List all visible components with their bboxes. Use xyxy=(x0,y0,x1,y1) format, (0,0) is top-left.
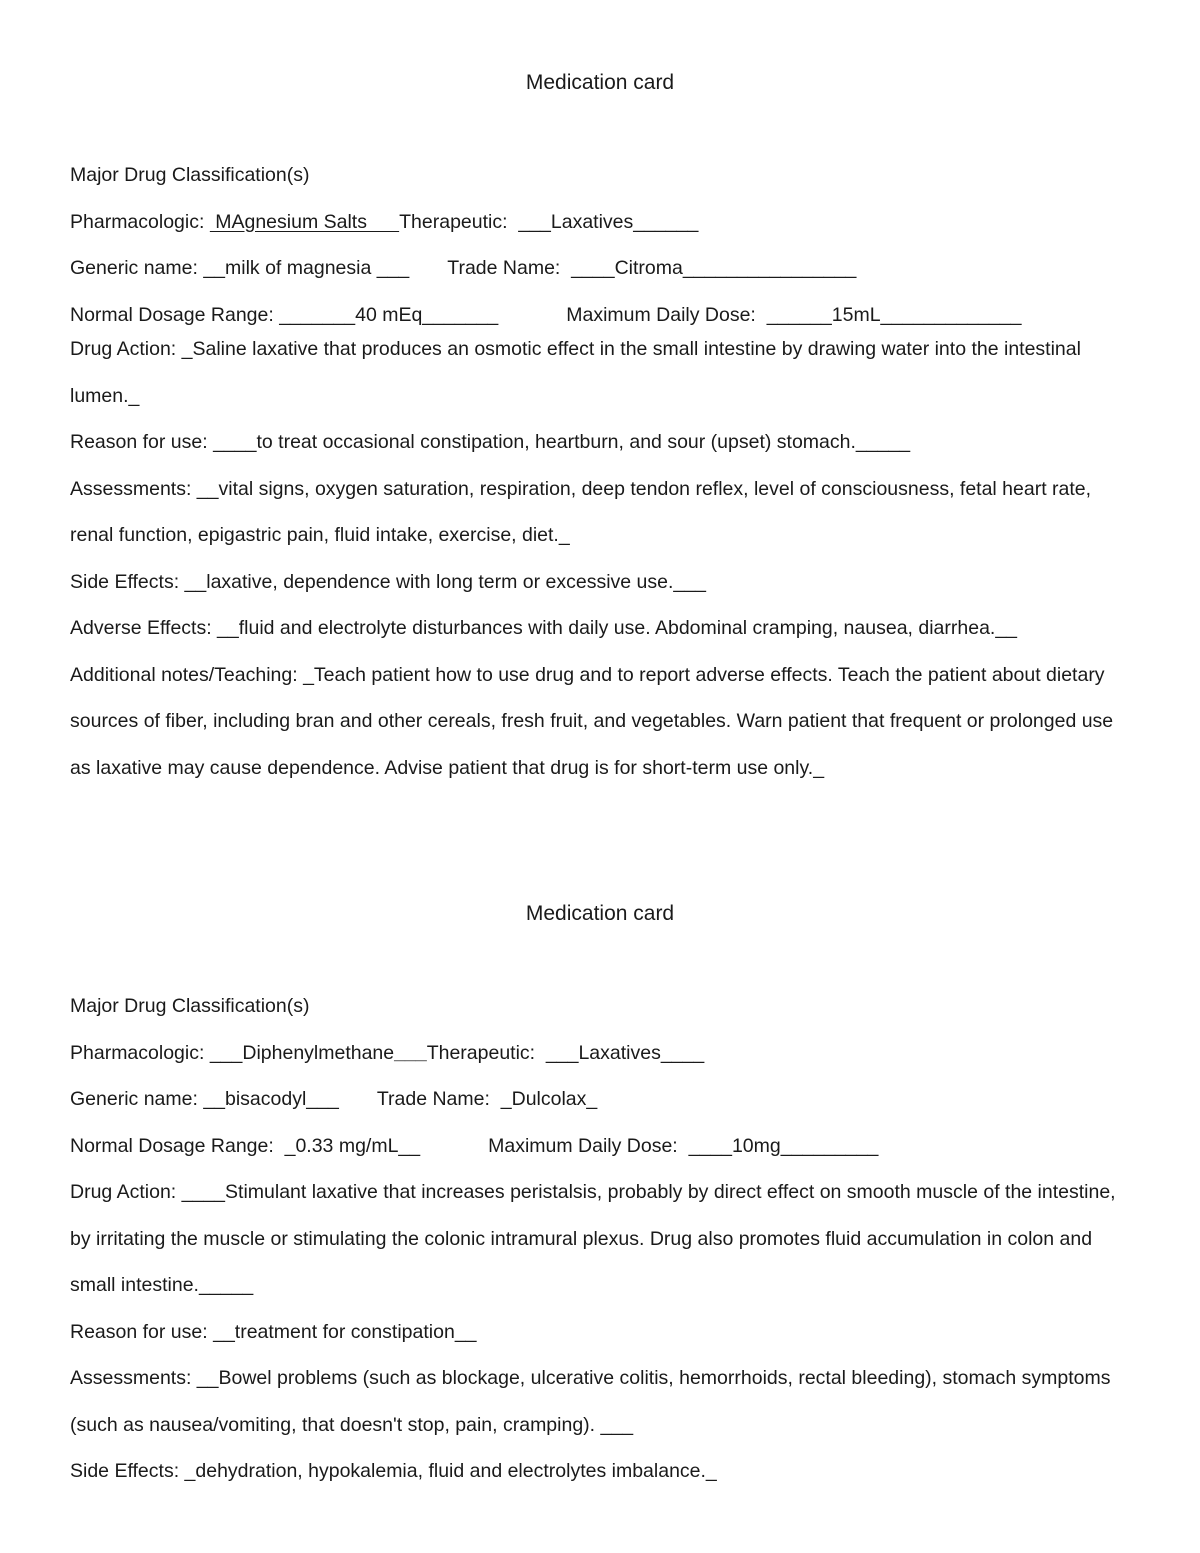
pharmacologic-row xyxy=(70,199,1130,246)
assessments-value: __Bowel problems (such as blockage, ulcerative colitis, hemorrhoids, rectal bleeding), stomach symptoms (such as nausea/vomiting, that doesn't stop, pain, cramping). ___ xyxy=(70,1367,1111,1436)
generic-label: Generic name: xyxy=(70,1088,204,1110)
reason-value: __treatment for constipation__ xyxy=(213,1320,477,1343)
trade-label: Trade Name: xyxy=(447,257,566,279)
drug-action-value: _Saline laxative that produces an osmotic effect in the small intestine by drawing water into the intestinal lumen._ xyxy=(70,338,1081,407)
side-effects-value: __laxative, dependence with long term or excessive use.___ xyxy=(184,570,706,593)
pharmacologic-value: ___Diphenylmethane xyxy=(209,1041,395,1064)
drug-action-label: Drug Action: xyxy=(70,338,182,360)
pharmacologic-tail: ___ xyxy=(394,1041,427,1064)
therapeutic-label: Therapeutic: xyxy=(399,210,513,233)
dosage-row xyxy=(70,1123,1130,1170)
max-dose-value: ____10mg_________ xyxy=(683,1134,879,1157)
drug-action xyxy=(70,326,1130,419)
max-dose-value: ______15mL_____________ xyxy=(761,303,1022,326)
additional-notes-label: Additional notes/Teaching: xyxy=(70,663,304,686)
side-effects-value: _dehydration, hypokalemia, fluid and electrolytes imbalance._ xyxy=(184,1460,717,1482)
therapeutic-value: ___Laxatives______ xyxy=(512,210,699,233)
card-title: Medication card xyxy=(525,71,675,94)
max-dose-label: Maximum Daily Dose: xyxy=(566,303,762,326)
assessments-value: __vital signs, oxygen saturation, respiration, deep tendon reflex, level of consciousness, fetal heart rate, renal function, epigastric pain, fluid intake, exercise, diet._ xyxy=(70,477,1092,546)
dosage-value: _______40 mEq_______ xyxy=(279,303,499,326)
trade-value: _Dulcolax_ xyxy=(495,1088,598,1110)
adverse-effects-value: __fluid and electrolyte disturbances with daily use. Abdominal cramping, nausea, diarrhea.__ xyxy=(217,617,1018,639)
therapeutic-label: Therapeutic: xyxy=(426,1041,541,1064)
pharmacologic-label: Pharmacologic: xyxy=(70,1041,210,1064)
trade-value: ____Citroma________________ xyxy=(565,257,857,279)
card-title: Medication card xyxy=(525,902,675,925)
reason-label: Reason for use: xyxy=(70,1320,214,1343)
adverse-effects-label: Adverse Effects: xyxy=(70,617,218,639)
therapeutic-value: ___Laxatives____ xyxy=(540,1041,705,1064)
reason-value: ____to treat occasional constipation, heartburn, and sour (upset) stomach._____ xyxy=(213,431,911,453)
assessments-label: Assessments: xyxy=(70,1367,197,1389)
generic-row xyxy=(70,1076,1130,1123)
dosage-label: Normal Dosage Range: xyxy=(70,1134,280,1157)
additional-notes xyxy=(70,652,1130,792)
pharmacologic-row xyxy=(70,1030,1130,1077)
reason-label: Reason for use: xyxy=(70,431,214,453)
assessments-label: Assessments: xyxy=(70,477,197,500)
medication-card-1 xyxy=(70,70,1130,791)
medication-card-2 xyxy=(70,901,1130,1495)
generic-label: Generic name: xyxy=(70,257,204,279)
pharmacologic-label: Pharmacologic: xyxy=(70,210,210,233)
side-effects-label: Side Effects: xyxy=(70,1460,185,1482)
side-effects xyxy=(70,1448,1130,1495)
generic-value: __bisacodyl___ xyxy=(203,1088,339,1110)
max-dose-label: Maximum Daily Dose: xyxy=(488,1134,684,1157)
reason-for-use xyxy=(70,419,1130,466)
generic-value: __milk of magnesia ___ xyxy=(203,257,410,279)
side-effects xyxy=(70,559,1130,606)
additional-notes-value: _Teach patient how to use drug and to report adverse effects. Teach the patient about dietary sources of fiber, including bran and other cereals, fresh fruit, and vegetables. Warn patient that frequent or prolonged use as laxative may cause dependence. Advise patient that drug is for short-term use only._ xyxy=(70,663,1114,779)
drug-action xyxy=(70,1169,1130,1309)
assessments xyxy=(70,466,1130,559)
adverse-effects xyxy=(70,605,1130,652)
drug-action-label: Drug Action: xyxy=(70,1181,182,1203)
side-effects-label: Side Effects: xyxy=(70,570,185,593)
reason-for-use xyxy=(70,1309,1130,1356)
generic-row xyxy=(70,245,1130,292)
dosage-value: _0.33 mg/mL__ xyxy=(279,1134,421,1157)
pharmacologic-value: MAgnesium Salts xyxy=(209,210,400,233)
dosage-label: Normal Dosage Range: xyxy=(70,303,280,326)
trade-label: Trade Name: xyxy=(376,1088,496,1110)
classification-heading: Major Drug Classification(s) xyxy=(70,995,310,1017)
classification-heading: Major Drug Classification(s) xyxy=(70,164,310,186)
assessments xyxy=(70,1355,1130,1448)
drug-action-value: ____Stimulant laxative that increases peristalsis, probably by direct effect on smooth muscle of the intestine, by irritating the muscle or stimulating the colonic intramural plexus. Drug also promotes fluid accumulation in colon and small intestine._____ xyxy=(70,1181,1116,1296)
